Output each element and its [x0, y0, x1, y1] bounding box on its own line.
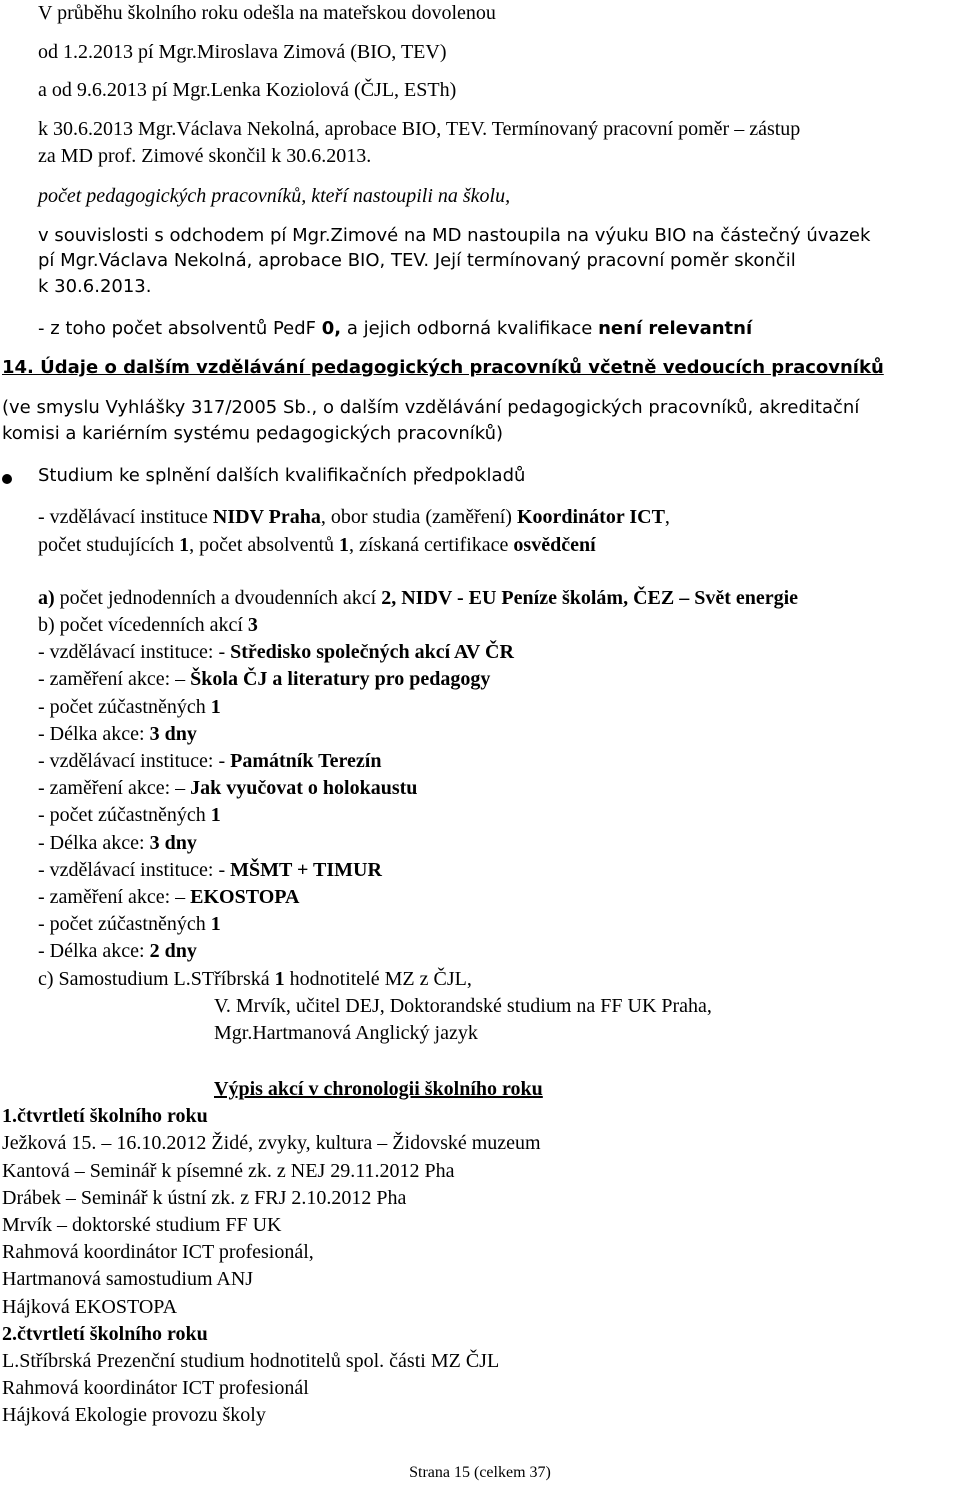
list-item: - počet zúčastněných 1	[38, 696, 221, 718]
text-line-absolventi: - z toho počet absolventů PedF 0, a jejich odborná kvalifikace není relevantní	[38, 318, 753, 339]
list-item: - zaměření akce: – EKOSTOPA	[38, 886, 300, 908]
text-line: za MD prof. Zimové skončil k 30.6.2013.	[38, 145, 372, 167]
list-item-b: b) počet vícedenních akcí 3	[38, 614, 258, 636]
text-line: a od 9.6.2013 pí Mgr.Lenka Koziolová (ČJL, ESTh)	[38, 79, 457, 101]
event-line: Hájková EKOSTOPA	[2, 1296, 178, 1318]
list-item: - počet zúčastněných 1	[38, 804, 221, 826]
bullet-icon	[2, 474, 12, 484]
quarter-heading: 1.čtvrtletí školního roku	[2, 1105, 208, 1127]
list-item: - Délka akce: 2 dny	[38, 940, 197, 962]
text-line: V. Mrvík, učitel DEJ, Doktorandské studium na FF UK Praha,	[214, 995, 712, 1017]
list-item: - Délka akce: 3 dny	[38, 723, 197, 745]
event-line: Rahmová koordinátor ICT profesionál	[2, 1377, 309, 1399]
text-line: od 1.2.2013 pí Mgr.Miroslava Zimová (BIO, TEV)	[38, 41, 447, 63]
page-footer: Strana 15 (celkem 37)	[409, 1464, 551, 1481]
text-line-nidv: - vzdělávací instituce NIDV Praha, obor studia (zaměření) Koordinátor ICT,	[38, 506, 670, 528]
text-line: Mgr.Hartmanová Anglický jazyk	[214, 1022, 478, 1044]
text-line: komisi a kariérním systému pedagogických pracovníků)	[2, 423, 504, 444]
text-line: pí Mgr.Václava Nekolná, aprobace BIO, TEV. Její termínovaný pracovní poměr skončil	[38, 250, 796, 271]
text-line: V průběhu školního roku odešla na mateřskou dovolenou	[38, 2, 496, 24]
list-item-c: c) Samostudium L.STříbrská 1 hodnotitelé MZ z ČJL,	[38, 968, 472, 990]
event-line: Hartmanová samostudium ANJ	[2, 1268, 254, 1290]
list-item: - počet zúčastněných 1	[38, 913, 221, 935]
event-line: Kantová – Seminář k písemné zk. z NEJ 29.11.2012 Pha	[2, 1160, 455, 1182]
text-line: k 30.6.2013 Mgr.Václava Nekolná, aprobace BIO, TEV. Termínovaný pracovní poměr – zástup	[38, 118, 801, 140]
text-line-italic: počet pedagogických pracovníků, kteří nastoupili na školu,	[38, 185, 511, 207]
list-item: - zaměření akce: – Jak vyučovat o holokaustu	[38, 777, 418, 799]
text-line: Studium ke splnění dalších kvalifikačních předpokladů	[38, 465, 526, 486]
section-heading: 14. Údaje o dalším vzdělávání pedagogických pracovníků včetně vedoucích pracovníků	[2, 357, 884, 378]
list-item: - Délka akce: 3 dny	[38, 832, 197, 854]
event-line: Hájková Ekologie provozu školy	[2, 1404, 266, 1426]
text-line: v souvislosti s odchodem pí Mgr.Zimové na MD nastoupila na výuku BIO na částečný úvazek	[38, 225, 871, 246]
list-item: - vzdělávací instituce: - Středisko společných akcí AV ČR	[38, 641, 514, 663]
event-line: Ježková 15. – 16.10.2012 Židé, zvyky, kultura – Židovské muzeum	[2, 1132, 541, 1154]
text-line: k 30.6.2013.	[38, 276, 152, 297]
event-line: Mrvík – doktorské studium FF UK	[2, 1214, 282, 1236]
section-heading: Výpis akcí v chronologii školního roku	[214, 1078, 543, 1100]
event-line: Drábek – Seminář k ústní zk. z FRJ 2.10.2012 Pha	[2, 1187, 407, 1209]
event-line: Rahmová koordinátor ICT profesionál,	[2, 1241, 314, 1263]
list-item-a: a) počet jednodenních a dvoudenních akcí 2, NIDV - EU Peníze školám, ČEZ – Svět energie	[38, 587, 799, 609]
list-item: - zaměření akce: – Škola ČJ a literatury pro pedagogy	[38, 668, 491, 690]
text-line: (ve smyslu Vyhlášky 317/2005 Sb., o dalším vzdělávání pedagogických pracovníků, akreditační	[2, 397, 860, 418]
event-line: L.Stříbrská Prezenční studium hodnotitelů spol. části MZ ČJL	[2, 1350, 500, 1372]
text-line-studujici: počet studujících 1, počet absolventů 1, získaná certifikace osvědčení	[38, 534, 596, 556]
quarter-heading: 2.čtvrtletí školního roku	[2, 1323, 208, 1345]
list-item: - vzdělávací instituce: - MŠMT + TIMUR	[38, 859, 382, 881]
list-item: - vzdělávací instituce: - Památník Terezín	[38, 750, 382, 772]
